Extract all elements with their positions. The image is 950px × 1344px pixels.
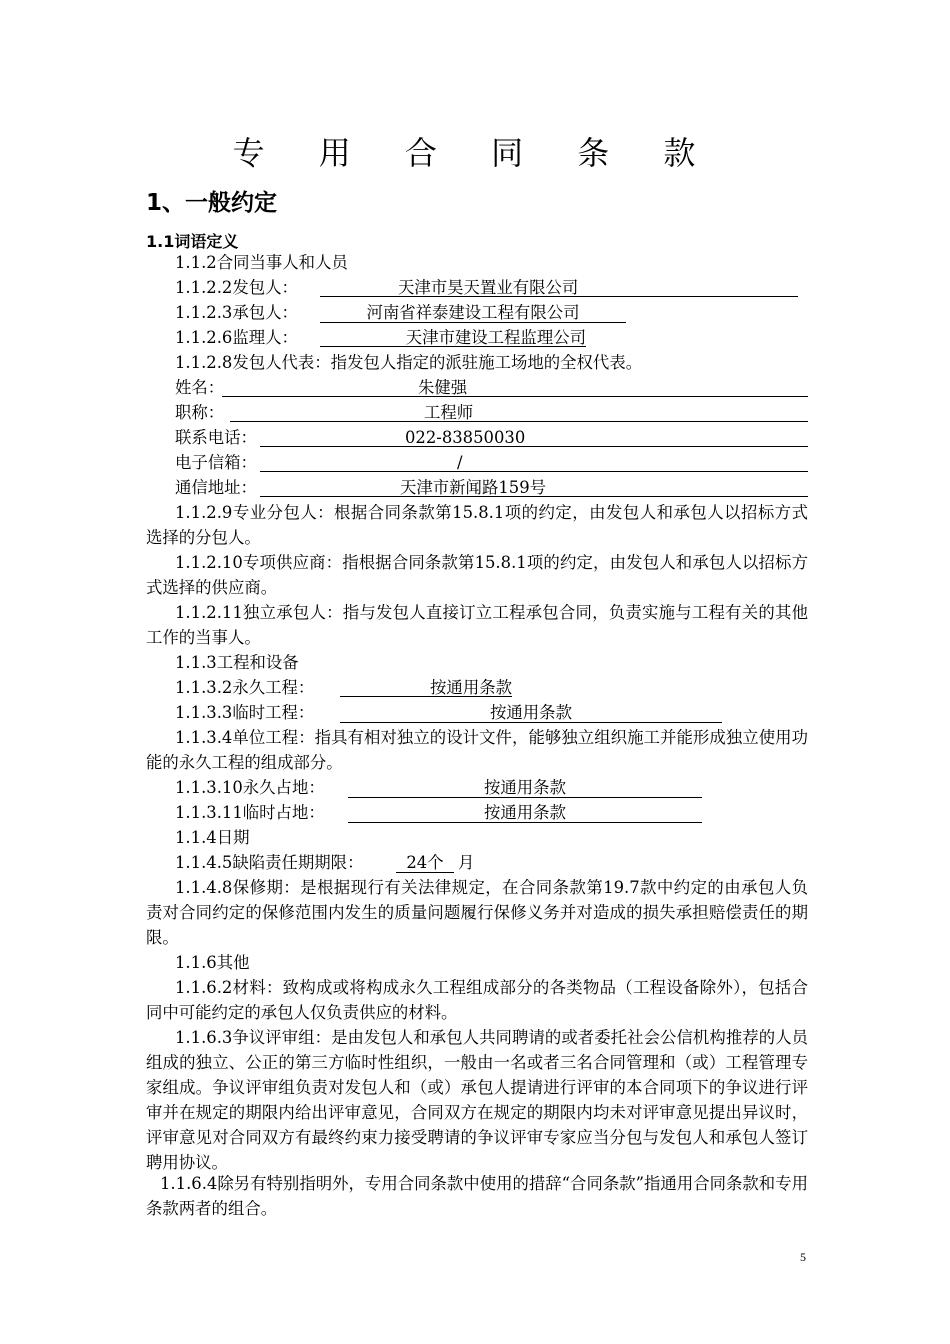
job-title-row [146, 400, 808, 425]
temporary-works-label: 1.1.3.3临时工程： [175, 703, 315, 722]
contractor-row [146, 300, 808, 325]
job-title-value: 工程师 [230, 403, 808, 422]
employer-row [146, 275, 808, 300]
permanent-land-label: 1.1.3.10永久占地： [175, 778, 325, 797]
clause-1-1-2-10: 1.1.2.10专项供应商：指根据合同条款第15.8.1项的约定，由发包人和承包人以招标方式选择的供应商。 [146, 553, 808, 597]
supervisor-value: 天津市建设工程监理公司 [320, 328, 586, 347]
temporary-land-row [146, 800, 808, 825]
document-title: 专 用 合 同 条 款 [232, 134, 718, 172]
supervisor-row [146, 325, 808, 350]
permanent-land-row [146, 775, 808, 800]
contractor-value: 河南省祥泰建设工程有限公司 [320, 303, 626, 323]
phone-label: 联系电话： [175, 428, 257, 447]
permanent-land-value: 按通用条款 [348, 778, 702, 798]
clause-1-1-6: 1.1.6其他 [175, 953, 250, 972]
address-row [146, 475, 808, 500]
permanent-works-label: 1.1.3.2永久工程： [175, 678, 315, 697]
name-label: 姓名： [175, 378, 225, 397]
page-number: 5 [800, 1250, 806, 1264]
clause-1-1-2-9: 1.1.2.9专业分包人：根据合同条款第15.8.1项的约定，由发包人和承包人以招标方式选择的分包人。 [146, 503, 808, 547]
phone-value: 022-83850030 [260, 428, 808, 447]
clause-1-1-4: 1.1.4日期 [175, 828, 250, 847]
defect-period-row [146, 850, 808, 875]
clause-1-1-4-8: 1.1.4.8保修期：是根据现行有关法律规定，在合同条款第19.7款中约定的由承包人负责对合同约定的保修范围内发生的质量问题履行保修义务并对造成的损失承担赔偿责任的期限。 [146, 878, 808, 947]
temporary-land-value: 按通用条款 [348, 803, 702, 823]
clause-1-1-6-3: 1.1.6.3争议评审组：是由发包人和承包人共同聘请的或者委托社会公信机构推荐的人员组成的独立、公正的第三方临时性组织，一般由一名或者三名合同管理和（或）工程管理专家组成。争议评审组负责对发包人和（或）承包人提请进行评审的本合同项下的争议进行评审并在规定的期限内给出评审意见，合同双方在规定的期限内均未对评审意见提出异议时，评审意见对合同双方有最终约束力接受聘请的争议评审专家应当分包与发包人和承包人签订聘用协议。 [146, 1028, 808, 1172]
clause-1-1-3: 1.1.3工程和设备 [175, 653, 299, 672]
clause-1-1-6-2: 1.1.6.2材料：致构成或将构成永久工程组成部分的各类物品（工程设备除外），包括合同中可能约定的承包人仅负责供应的材料。 [146, 978, 808, 1022]
temporary-works-row [146, 700, 808, 725]
employer-rep-definition: 1.1.2.8发包人代表：指发包人指定的派驻施工场地的全权代表。 [175, 353, 643, 372]
subsection-heading: 1.1词语定义 [146, 232, 239, 251]
name-row [146, 375, 808, 400]
contractor-label: 1.1.2.3承包人： [175, 303, 298, 322]
clause-1-1-2: 1.1.2合同当事人和人员 [175, 253, 348, 272]
defect-period-label: 1.1.4.5缺陷责任期期限： [175, 853, 364, 872]
permanent-works-value: 按通用条款 [340, 678, 512, 697]
clause-1-1-6-4: 1.1.6.4除另有特别指明外，专用合同条款中使用的措辞“合同条款”指通用合同条款和专用条款两者的组合。 [146, 1174, 808, 1218]
employer-label: 1.1.2.2发包人： [175, 278, 298, 297]
clause-1-1-3-4: 1.1.3.4单位工程：指具有相对独立的设计文件，能够独立组织施工并能形成独立使用功能的永久工程的组成部分。 [146, 728, 808, 772]
temporary-works-value: 按通用条款 [340, 703, 722, 723]
clause-1-1-2-11: 1.1.2.11独立承包人：指与发包人直接订立工程承包合同，负责实施与工程有关的其他工作的当事人。 [146, 603, 808, 647]
phone-row [146, 425, 808, 450]
employer-value: 天津市昊天置业有限公司 [320, 278, 798, 297]
email-row [146, 450, 808, 475]
job-title-label: 职称： [175, 403, 225, 422]
permanent-works-row [146, 675, 808, 700]
section-heading: 1、一般约定 [146, 190, 278, 216]
email-label: 电子信箱： [175, 453, 257, 472]
email-value: / [260, 453, 808, 472]
supervisor-label: 1.1.2.6监理人： [175, 328, 298, 347]
temporary-land-label: 1.1.3.11临时占地： [175, 803, 325, 822]
defect-period-value: 24个 [396, 853, 454, 873]
name-value: 朱健强 [222, 378, 808, 397]
defect-period-unit: 月 [458, 853, 475, 872]
address-value: 天津市新闻路159号 [260, 478, 808, 497]
address-label: 通信地址： [175, 478, 257, 497]
